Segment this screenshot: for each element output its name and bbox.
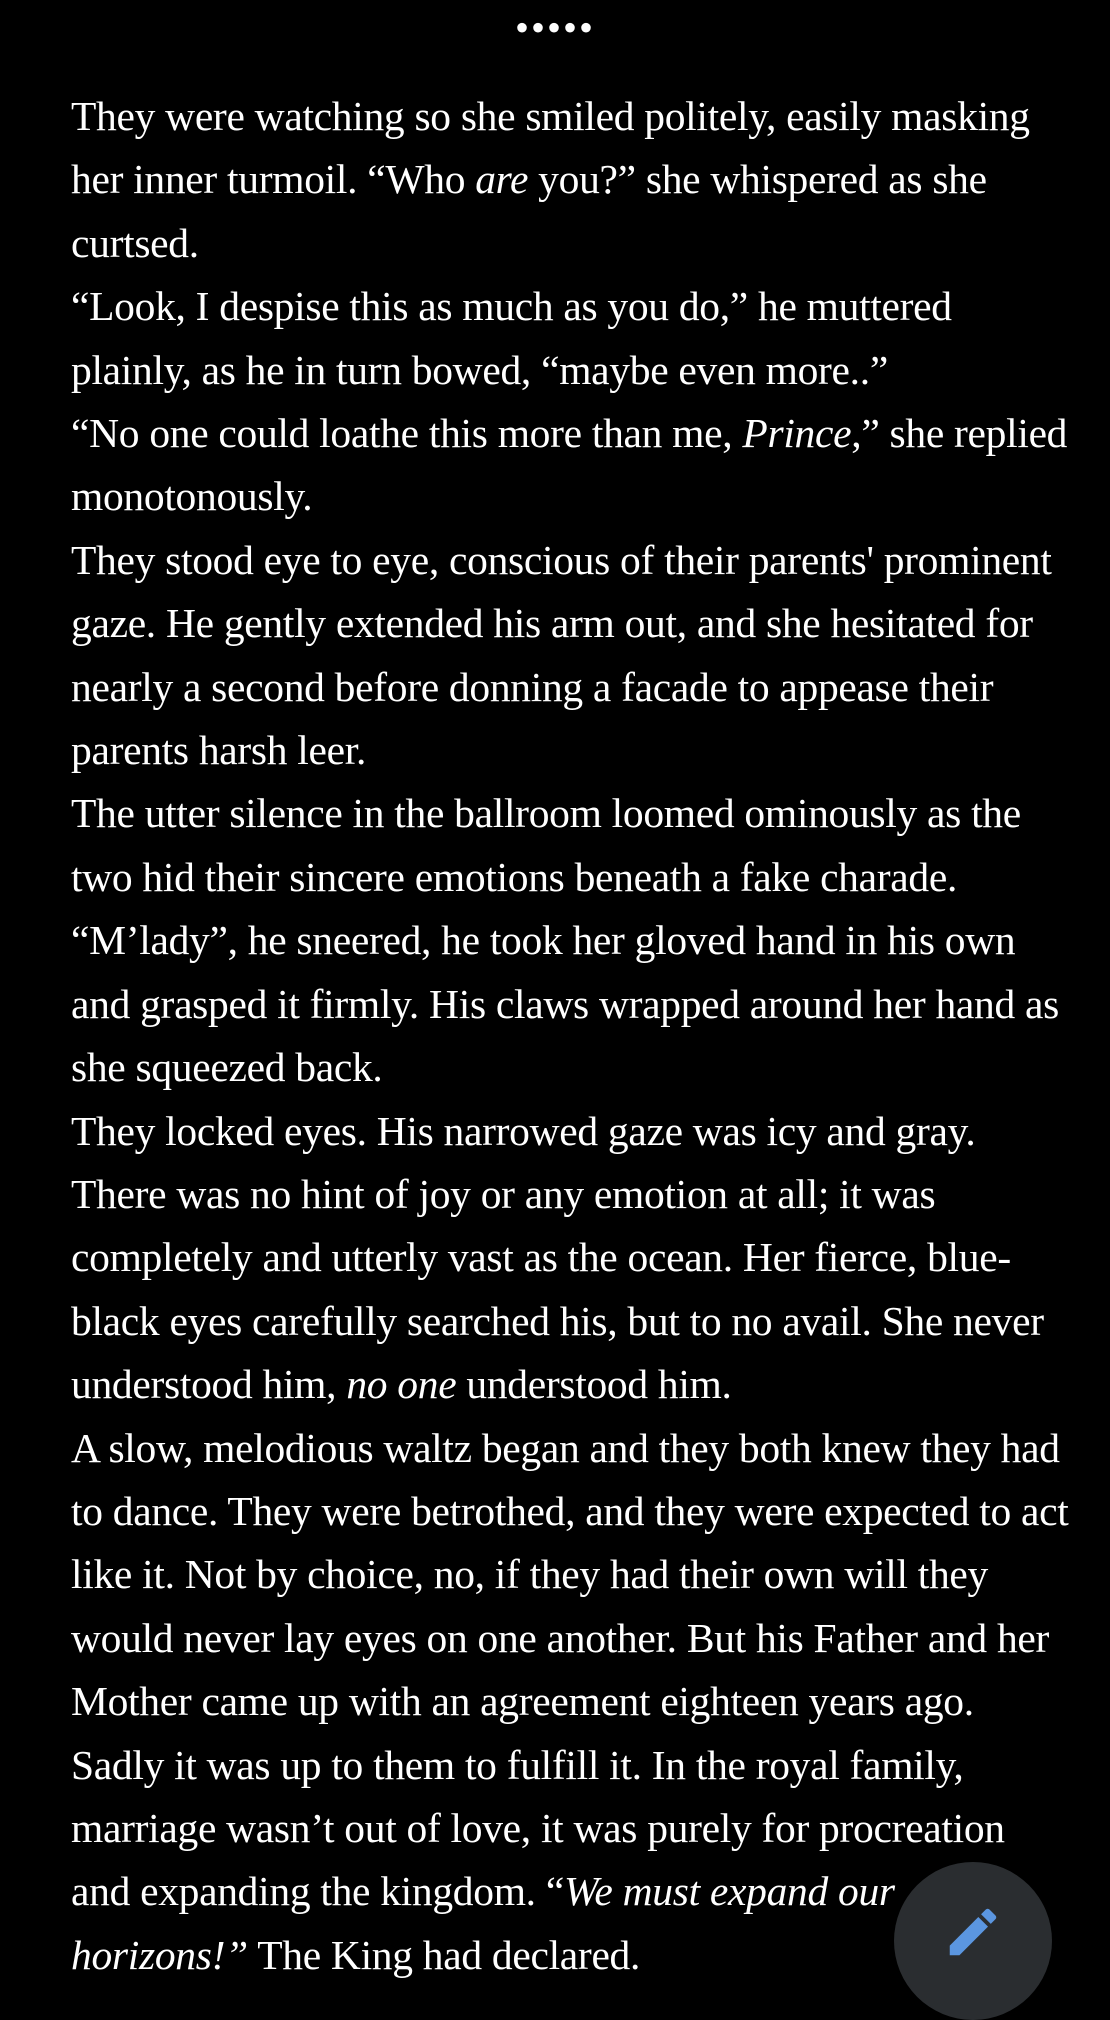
paragraph: “M’lady”, he sneered, he took her gloved hand in his own and grasped it firmly. His claws wrapped around her hand as she squeezed back. <box>71 917 1059 1091</box>
paragraph: They stood eye to eye, conscious of their parents' prominent gaze. He gently extended his arm out, and she hesitated for nearly a second before donning a facade to appease their parents harsh leer. <box>71 536 1052 774</box>
paragraph: “No one could loathe this more than me, Prince,” she replied monotonously. <box>71 410 1068 520</box>
pencil-icon <box>942 1901 1004 1963</box>
paragraph: The utter silence in the ballroom loomed ominously as the two hid their sincere emotions beneath a fake charade. <box>71 790 1021 900</box>
paragraph: “Look, I despise this as much as you do,” he muttered plainly, as he in turn bowed, “maybe even more..” <box>71 283 952 393</box>
story-text <box>71 85 1071 1987</box>
paragraph: They locked eyes. His narrowed gaze was icy and gray. There was no hint of joy or any emotion at all; it was completely and utterly vast as the ocean. Her fierce, blue-black eyes carefully searched his, but to no avail. She never understood him, no one understood him. <box>71 1107 1044 1408</box>
chapter-divider: ••••• <box>514 5 596 50</box>
edit-button[interactable] <box>894 1862 1052 2020</box>
paragraph: A slow, melodious waltz began and they both knew they had to dance. They were betrothed, and they were expected to act like it. Not by choice, no, if they had their own will they would never lay eyes on one another. But his Father and her Mother came up with an agreement eighteen years ago. Sadly it was up to them to fulfill it. In the royal family, marriage wasn’t out of love, it was purely for procreation and expanding the kingdom. “We must expand our horizons!” The King had declared. <box>71 1424 1069 1978</box>
paragraph: They were watching so she smiled politely, easily masking her inner turmoil. “Who are you?” she whispered as she curtsed. <box>71 93 1030 266</box>
